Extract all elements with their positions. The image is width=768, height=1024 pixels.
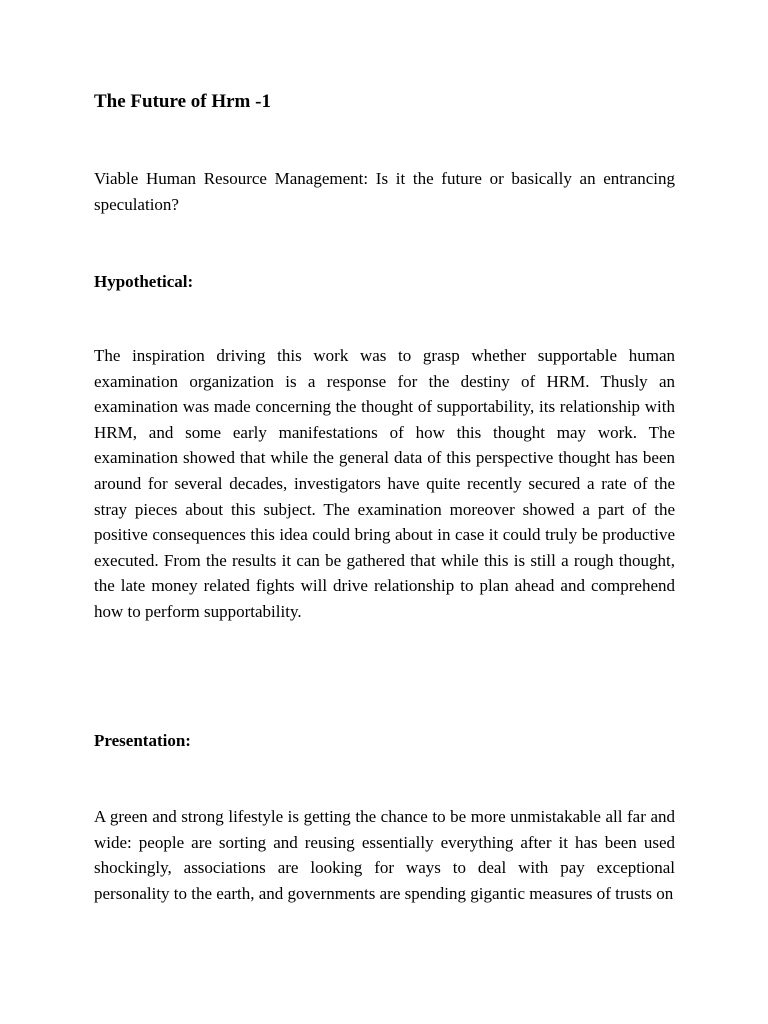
- document-title: The Future of Hrm -1: [94, 91, 271, 112]
- section-heading-presentation: Presentation:: [94, 731, 191, 750]
- section-body-hypothetical: The inspiration driving this work was to grasp whether supportable human examination organization is a response for the destiny of HRM. Thusly an examination was made concerning the thought of supportability, its relationship with HRM, and some early manifestations of how this thought may work. The examination showed that while the general data of this perspective thought has been around for several decades, investigators have quite recently secured a rate of the stray pieces about this subject. The examination moreover showed a part of the positive consequences this idea could bring about in case it could truly be productive executed. From the results it can be gathered that while this is still a rough thought, the late money related fights will drive relationship to plan ahead and comprehend how to perform supportability.: [94, 346, 675, 621]
- section-heading-hypothetical: Hypothetical:: [94, 272, 194, 291]
- document-subtitle: Viable Human Resource Management: Is it the future or basically an entrancing speculation?: [94, 169, 675, 214]
- section-body-presentation: A green and strong lifestyle is getting the chance to be more unmistakable all far and wide: people are sorting and reusing essentially everything after it has been used shockingly, associations are looking for ways to deal with pay exceptional personality to the earth, and governments are spending gigantic measures of trusts on: [94, 807, 675, 903]
